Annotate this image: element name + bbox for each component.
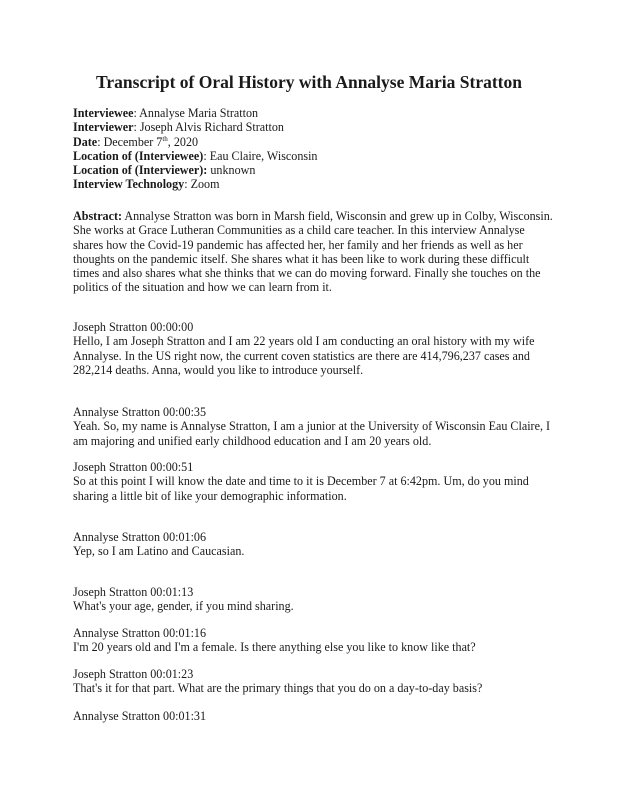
meta-interviewer: Interviewer: Joseph Alvis Richard Stratton: [73, 120, 284, 135]
meta-label: Location of (Interviewee): [73, 148, 204, 163]
speaker-timestamp: Annalyse Stratton 00:01:31: [73, 709, 207, 723]
utterance: Hello, I am Joseph Stratton and I am 22 years old I am conducting an oral history with my wife Annalyse. In the US right now, the current coven statistics are there are 414,796,237 cases and 282,214 deaths. Anna, would you like to introduce yourself.: [73, 334, 535, 377]
transcript-entry: [73, 667, 553, 696]
meta-value: Annalyse Maria Stratton: [139, 106, 259, 120]
transcript-entry: [73, 530, 553, 559]
meta-location-interviewer: [73, 163, 553, 177]
speaker-timestamp: Annalyse Stratton 00:00:35: [73, 405, 207, 419]
meta-interviewee: Interviewee: Annalyse Maria Stratton: [73, 106, 259, 120]
transcript-entry: [73, 460, 553, 503]
utterance: What's your age, gender, if you mind sharing.: [73, 599, 294, 614]
utterance: I'm 20 years old and I'm a female. Is there anything else you like to know like that?: [73, 640, 476, 655]
speaker-timestamp: Annalyse Stratton 00:01:06: [73, 530, 207, 544]
transcript-entry: [73, 585, 553, 614]
transcript-entry: [73, 709, 553, 723]
utterance: Yeah. So, my name is Annalyse Stratton, I am a junior at the University of Wisconsin Eau Claire, I am majoring and unified early childhood education and I am 20 years old.: [73, 419, 551, 448]
meta-label: Interview Technology: [73, 177, 185, 192]
meta-value: Eau Claire, Wisconsin: [209, 148, 318, 163]
speaker-timestamp: Joseph Stratton 00:01:23: [73, 667, 194, 681]
meta-label: Interviewee: [73, 106, 134, 120]
speaker-timestamp: Joseph Stratton 00:01:13: [73, 585, 194, 599]
utterance: That's it for that part. What are the primary things that you do on a day-to-day basis?: [73, 681, 483, 696]
transcript-entry: [73, 626, 553, 655]
abstract: [73, 209, 553, 295]
meta-location-interviewee: Location of (Interviewee): Eau Claire, Wisconsin: [73, 148, 318, 163]
utterance: Yep, so I am Latino and Caucasian.: [73, 544, 245, 559]
abstract-text: Annalyse Stratton was born in Marsh field, Wisconsin and grew up in Colby, Wisconsin. She works at Grace Lutheran Communities as a child care teacher. In this interview Annalyse shares how the Covid-19 pandemic has affected her, her family and her friends as well as her thoughts on the pandemic itself. She shares what it has been like to work during these difficult times and also shares what she thinks that we can do moving forward. Finally she touches on the politics of the situation and how we can learn from it.: [73, 209, 553, 295]
meta-value: December 7: [103, 134, 163, 149]
meta-date: Date: December 7th, 2020: [73, 134, 199, 149]
meta-value: unknown: [210, 163, 256, 178]
interview-metadata: [73, 106, 553, 192]
document-title: Transcript of Oral History with Annalyse Maria Stratton: [96, 72, 522, 92]
meta-value: Joseph Alvis Richard Stratton: [139, 120, 284, 135]
transcript-entry: [73, 405, 553, 448]
abstract-label: Abstract:: [73, 209, 123, 223]
meta-technology: Interview Technology: Zoom: [73, 177, 220, 192]
utterance: So at this point I will know the date and time to it is December 7 at 6:42pm. Um, do you mind sharing a little bit of like your demographic information.: [73, 474, 529, 503]
transcript-entry: [73, 320, 553, 377]
speaker-timestamp: Joseph Stratton 00:00:00: [73, 320, 194, 334]
speaker-timestamp: Annalyse Stratton 00:01:16: [73, 626, 207, 640]
meta-label: Interviewer: [73, 120, 134, 135]
speaker-timestamp: Joseph Stratton 00:00:51: [73, 460, 194, 474]
meta-label: Date: [73, 134, 98, 149]
meta-label: Location of (Interviewer):: [73, 163, 208, 178]
meta-value: Zoom: [190, 177, 220, 192]
